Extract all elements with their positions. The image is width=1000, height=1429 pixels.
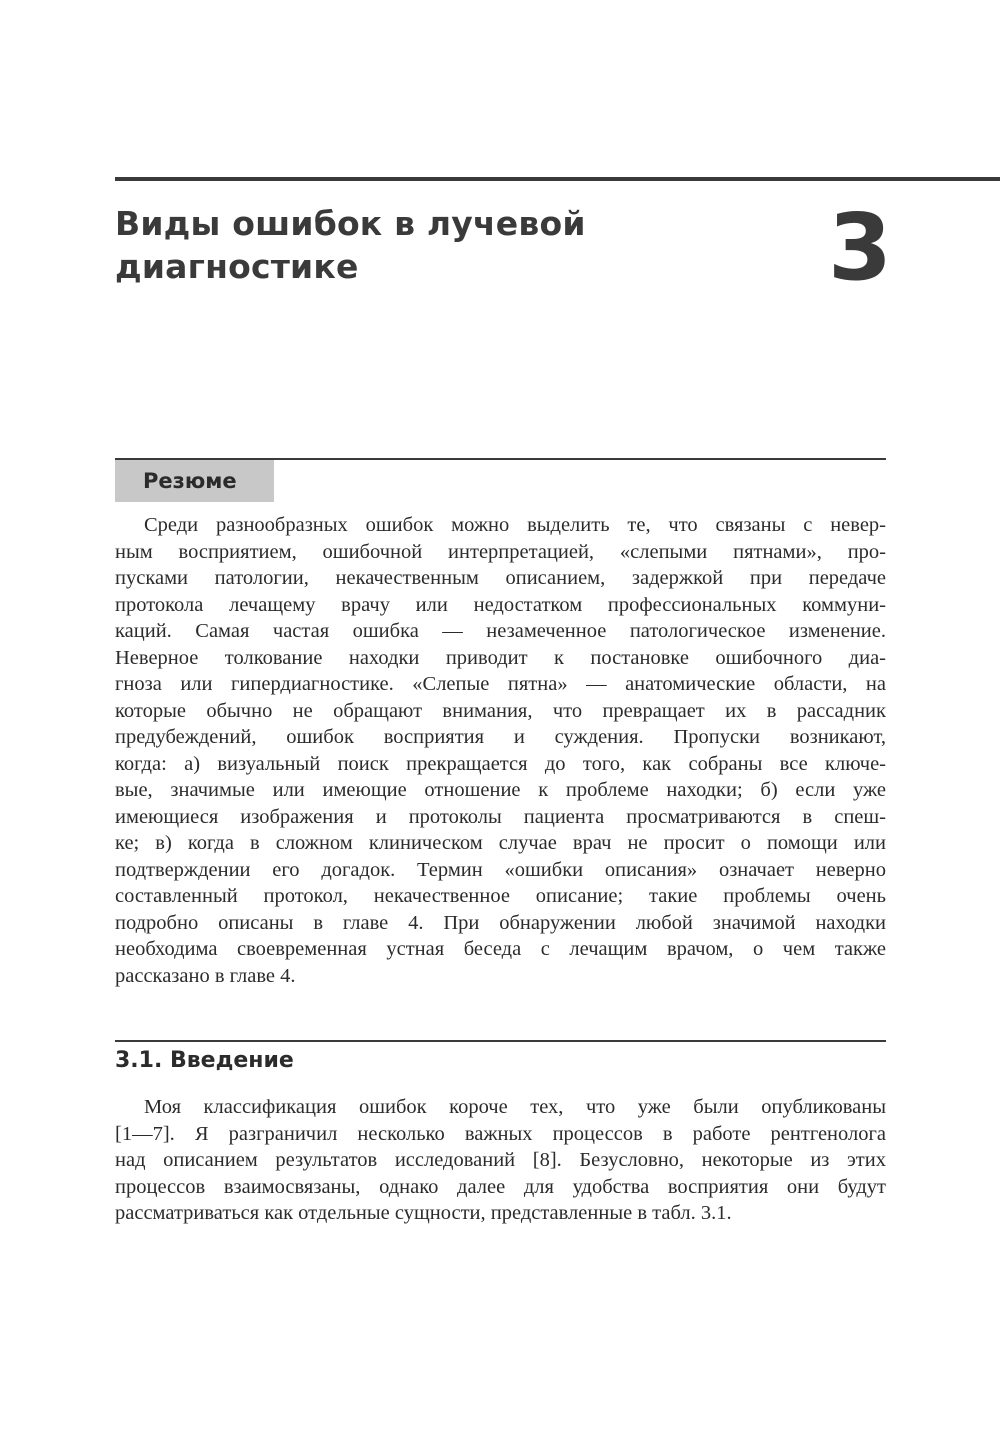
intro-line: над описанием результатов исследований [8]. Безусловно, некоторые из этих: [115, 1149, 886, 1171]
chapter-number: 3: [828, 194, 893, 301]
summary-heading: Резюме: [143, 469, 237, 493]
summary-line: вые, значимые или имеющие отношение к проблеме находки; б) если уже: [115, 779, 886, 801]
summary-line: Неверное толкование находки приводит к постановке ошибочного диа-: [115, 646, 886, 669]
summary-line: пусками патологии, некачественным описанием, задержкой при передаче: [115, 567, 886, 589]
summary-line: предубеждений, ошибок восприятия и суждения. Пропуски возникают,: [115, 726, 886, 748]
chapter-title: [115, 202, 675, 288]
section-title: 3.1. Введение: [115, 1048, 294, 1073]
summary-line: Среди разнообразных ошибок можно выделить те, что связаны с невер-: [144, 514, 886, 536]
intro-paragraph: [115, 1094, 886, 1227]
summary-line: когда: а) визуальный поиск прекращается до того, как собраны все ключе-: [115, 752, 886, 775]
chapter-title-line: Виды ошибок в лучевой: [115, 204, 586, 243]
chapter-title-line: диагностике: [115, 247, 359, 286]
intro-line: рассматриваться как отдельные сущности, представленные в табл. 3.1.: [115, 1202, 732, 1224]
summary-line: ке; в) когда в сложном клиническом случае врач не просит о помощи или: [115, 832, 886, 854]
summary-line: составленный протокол, некачественное описание; такие проблемы очень: [115, 885, 886, 907]
section-rule: [115, 1040, 886, 1042]
intro-line: [1—7]. Я разграничил несколько важных процессов в работе рентгенолога: [115, 1122, 886, 1145]
summary-paragraph: [115, 512, 886, 989]
summary-line: необходима своевременная устная беседа с лечащим врачом, о чем также: [115, 938, 886, 960]
summary-line: протокола лечащему врачу или недостатком профессиональных коммуни-: [115, 593, 886, 616]
summary-line: каций. Самая частая ошибка — незамеченное патологическое изменение.: [115, 620, 886, 642]
summary-line: имеющиеся изображения и протоколы пациента просматриваются в спеш-: [115, 805, 886, 828]
summary-line: которые обычно не обращают внимания, что превращает их в рассадник: [115, 699, 886, 722]
summary-line: подробно описаны в главе 4. При обнаружении любой значимой находки: [115, 911, 886, 934]
summary-line: гноза или гипердиагностике. «Слепые пятна» — анатомические области, на: [115, 673, 886, 695]
summary-line: ным восприятием, ошибочной интерпретацией, «слепыми пятнами», про-: [115, 540, 886, 563]
summary-line: рассказано в главе 4.: [115, 964, 296, 987]
summary-line: подтверждении его догадок. Термин «ошибки описания» означает неверно: [115, 858, 886, 881]
intro-line: процессов взаимосвязаны, однако далее для удобства восприятия они будут: [115, 1175, 886, 1198]
chapter-top-rule: [115, 177, 1000, 181]
intro-line: Моя классификация ошибок короче тех, что уже были опубликованы: [144, 1096, 886, 1118]
